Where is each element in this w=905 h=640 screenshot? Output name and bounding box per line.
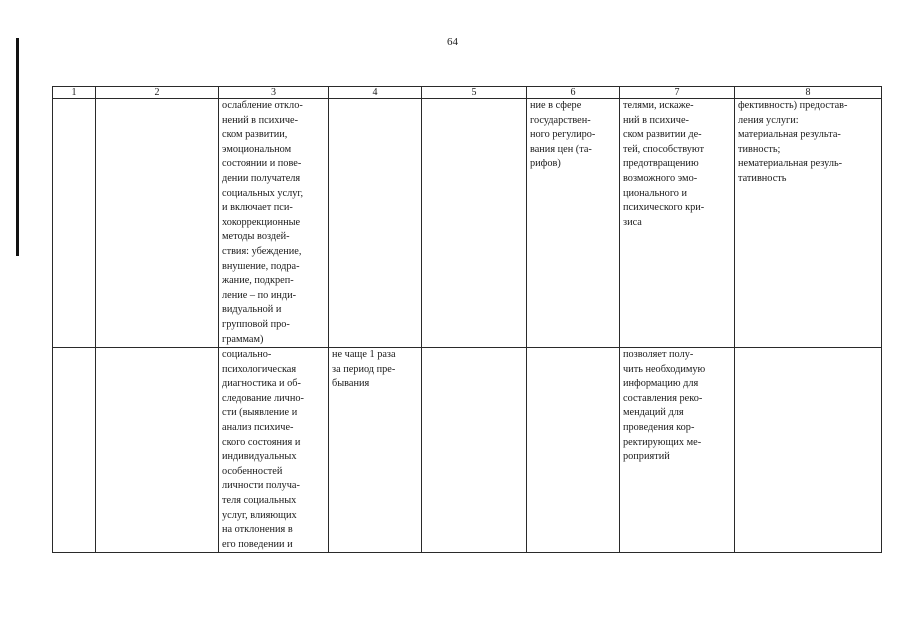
service-description-text: ослабление откло- нений в психиче- ском развитии, эмоциональном состоянии и пове- дении получателя социальных услуг, и включает пси- хокоррекционные методы воздей- ствия: убеждение, внушение, подра- жание, подкреп- ление – по инди- видуальной и групповой про- граммам) xyxy=(222,100,304,345)
pricing-text: ние в сфере государствен- ного регулиро- вания цен (та- рифов) xyxy=(530,100,596,170)
margin-bar xyxy=(16,38,19,256)
page-number: 64 xyxy=(447,36,458,48)
frequency-text: не чаще 1 раза за период пре- бывания xyxy=(332,349,396,390)
table-cell xyxy=(329,348,422,553)
column-header-row xyxy=(53,87,882,99)
table-cell xyxy=(219,348,329,553)
column-header-3: 3 xyxy=(219,87,329,99)
table-row xyxy=(53,348,882,553)
column-header-8: 8 xyxy=(735,87,882,99)
column-header-7: 7 xyxy=(620,87,735,99)
column-header-5: 5 xyxy=(422,87,527,99)
outcome-text: телями, искаже- ний в психиче- ском развитии де- тей, способствуют предотвращению возможного эмо- ционального и психического кри- зиса xyxy=(623,100,705,228)
table-cell xyxy=(53,348,96,553)
table-cell xyxy=(735,348,882,553)
outcome-text: позволяет полу- чить необходимую информацию для составления реко- мендаций для проведения кор- ректирующих ме- роприятий xyxy=(623,349,706,463)
services-table xyxy=(52,86,882,553)
service-description-text: социально- психологическая диагностика и об- следование лично- сти (выявление и анализ психиче- ского состояния и индивидуальных особенностей личности получа- теля социальных услуг, влияющих на отклонения в его поведении и xyxy=(222,349,304,550)
table-cell xyxy=(620,99,735,348)
table-cell xyxy=(422,348,527,553)
table-cell xyxy=(329,99,422,348)
table-cell xyxy=(620,348,735,553)
table-cell xyxy=(96,99,219,348)
table-row xyxy=(53,99,882,348)
effectiveness-text: фективность) предостав- ления услуги: материальная результа- тивность; нематериальная резуль- тативность xyxy=(738,100,848,184)
column-header-1: 1 xyxy=(53,87,96,99)
column-header-4: 4 xyxy=(329,87,422,99)
table-cell xyxy=(735,99,882,348)
table-cell xyxy=(96,348,219,553)
column-header-6: 6 xyxy=(527,87,620,99)
table-cell xyxy=(53,99,96,348)
table-cell xyxy=(422,99,527,348)
column-header-2: 2 xyxy=(96,87,219,99)
table-cell xyxy=(219,99,329,348)
table-cell xyxy=(527,99,620,348)
table-cell xyxy=(527,348,620,553)
